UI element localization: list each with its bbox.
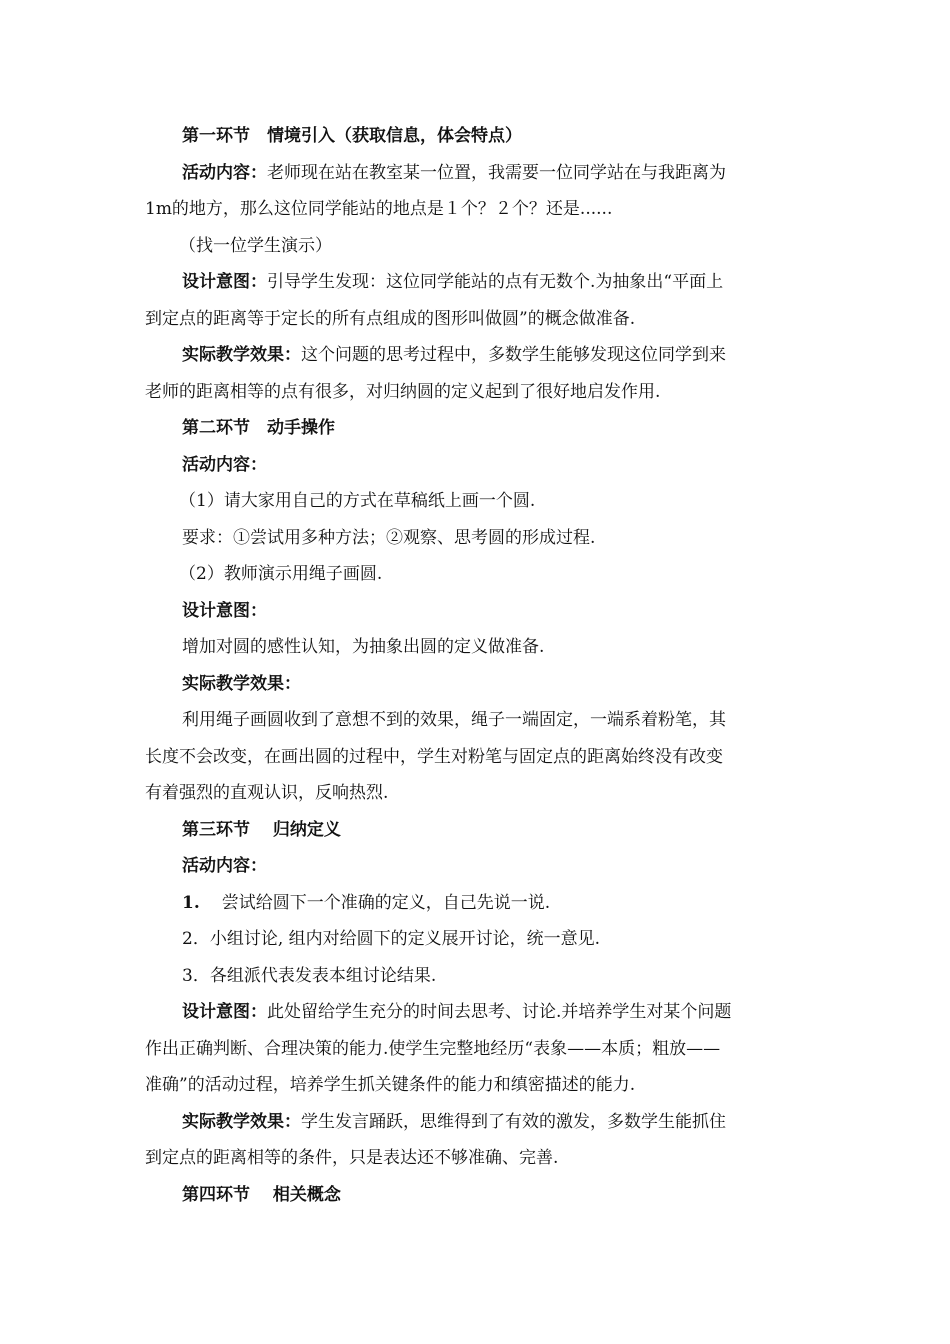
s3-design-paragraph [145,994,810,1031]
s2-effect-text-3: 有着强烈的直观认识，反响热烈. [145,783,389,803]
s2-item-2: （2）教师演示用绳子画圆. [179,564,383,584]
s2-effect-text-2: 长度不会改变，在画出圆的过程中，学生对粉笔与固定点的距离始终没有改变 [145,746,723,767]
s3-item-1-text: 尝试给圆下一个准确的定义，自己先说一说. [221,892,551,913]
s1-activity-label: 活动内容： [182,162,267,183]
s3-item-1-number: 1. [182,892,200,913]
s2-design-text: 增加对圆的感性认知，为抽象出圆的定义做准备. [182,637,545,657]
s3-activity-label: 活动内容： [182,856,267,876]
s1-activity-text: 老师现在站在教室某一位置，我需要一位同学站在与我距离为 [267,162,726,183]
s3-design-text: 此处留给学生充分的时间去思考、讨论.并培养学生对某个问题 [267,1002,732,1022]
section-4-title: 第四环节 相关概念 [182,1184,341,1205]
s3-effect-label: 实际教学效果： [182,1111,301,1132]
s1-effect-text-2: 老师的距离相等的点有很多，对归纳圆的定义起到了很好地启发作用. [145,381,661,402]
s3-item-2: 2．小组讨论, 组内对给圆下的定义展开讨论，统一意见. [182,929,601,949]
s3-design-text-3: 准确”的活动过程，培养学生抓关键条件的能力和缜密描述的能力. [145,1075,636,1095]
s1-design-text-2: 到定点的距离等于定长的所有点组成的图形叫做圆”的概念做准备. [145,308,636,329]
s3-effect-text-2: 到定点的距离相等的条件，只是表达还不够准确、完善. [145,1148,559,1168]
s1-activity-text-2: 1m的地方，那么这位同学能站的地点是１个？２个？还是...... [145,199,613,219]
s1-activity-paragraph [145,155,810,192]
s3-design-text-2: 作出正确判断、合理决策的能力.使学生完整地经历“表象——本质；粗放—— [145,1038,721,1059]
s2-effect-label: 实际教学效果： [182,673,301,694]
s1-effect-text: 这个问题的思考过程中，多数学生能够发现这位同学到来 [301,345,726,365]
s2-effect-text-1: 利用绳子画圆收到了意想不到的效果，绳子一端固定，一端系着粉笔，其 [182,710,726,730]
s2-requirement: 要求：①尝试用多种方法；②观察、思考圆的形成过程. [182,527,596,548]
s2-activity-label: 活动内容： [182,454,267,475]
s1-effect-label: 实际教学效果： [182,345,301,365]
s1-design-label: 设计意图： [182,272,267,292]
s3-effect-text: 学生发言踊跃，思维得到了有效的激发，多数学生能抓住 [301,1111,726,1132]
s2-item-1: （1）请大家用自己的方式在草稿纸上画一个圆. [179,491,536,511]
s1-effect-paragraph [145,337,810,374]
s3-item-1 [145,885,810,922]
s2-design-label: 设计意图： [182,600,267,621]
s3-effect-paragraph [145,1104,810,1141]
s1-demo-note: （找一位学生演示） [179,235,332,256]
s1-design-paragraph [145,264,810,301]
s1-design-text: 引导学生发现：这位同学能站的点有无数个.为抽象出“平面上 [267,272,724,292]
s3-item-3: 3．各组派代表发表本组讨论结果. [182,965,437,986]
section-2-title: 第二环节 动手操作 [182,418,335,438]
section-3-title: 第三环节 归纳定义 [182,819,341,840]
s3-design-label: 设计意图： [182,1002,267,1022]
document-body [145,118,810,1213]
section-1-title: 第一环节 情境引入（获取信息，体会特点） [182,126,522,146]
